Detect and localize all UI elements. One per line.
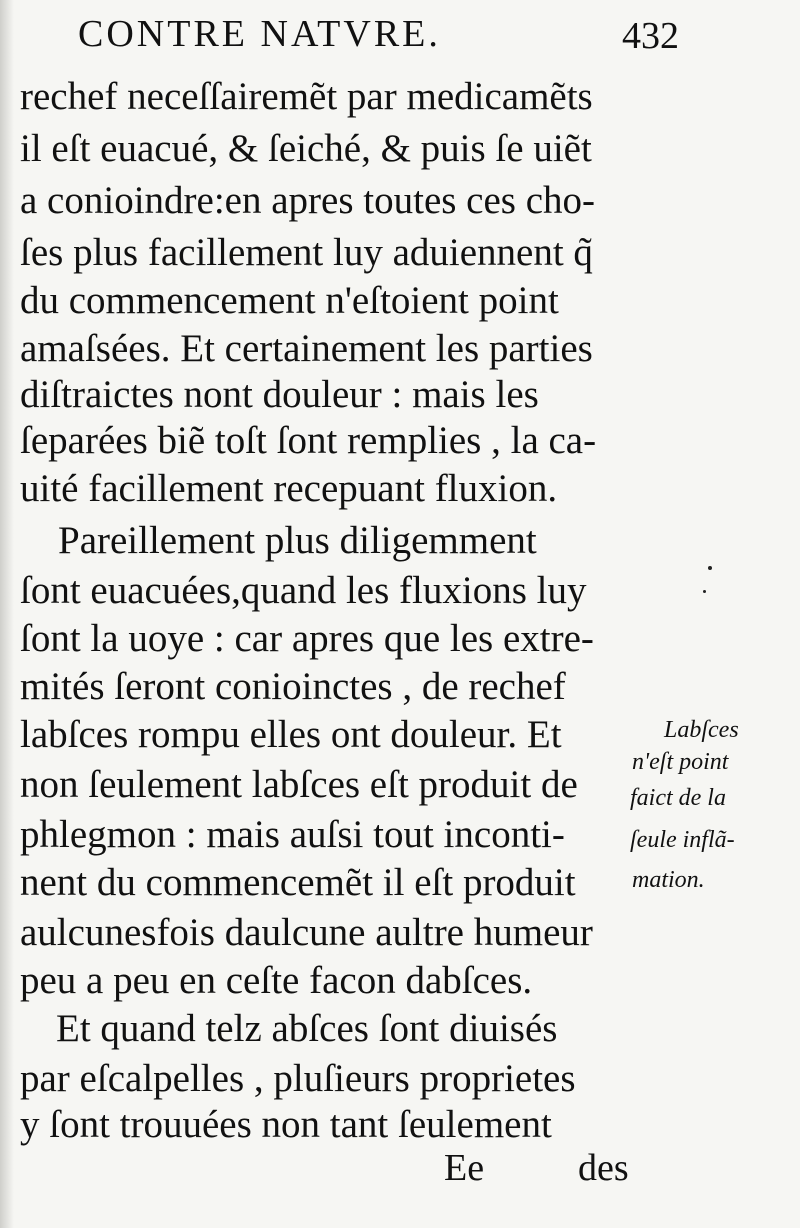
margin-note-line: mation. bbox=[632, 867, 705, 893]
text-line: ſeparées biẽ toſt ſont remplies , la ca- bbox=[20, 419, 597, 462]
text-line: Et quand telz abſces ſont diuisés bbox=[56, 1007, 558, 1050]
running-title: CONTRE NATVRE. bbox=[78, 13, 441, 55]
text-line: non ſeulement labſces eſt produit de bbox=[20, 763, 578, 806]
margin-note-line: faict de la bbox=[630, 785, 726, 811]
catchword: des bbox=[578, 1147, 629, 1189]
margin-note-line: ſeule inflã- bbox=[630, 827, 735, 853]
text-line: du commencement n'eſtoient point bbox=[20, 279, 559, 322]
margin-note-line: Labſces bbox=[664, 717, 739, 743]
text-line: uité facillement recepuant fluxion. bbox=[20, 467, 558, 510]
text-line: phlegmon : mais auſsi tout inconti- bbox=[20, 813, 565, 856]
text-line: ſont euacuées,quand les fluxions luy bbox=[20, 569, 587, 612]
page-gutter-shadow bbox=[0, 0, 14, 1228]
text-line: rechef neceſſairemẽt par medicamẽts bbox=[20, 75, 593, 118]
ink-speck bbox=[703, 590, 706, 593]
text-line: mités ſeront conioinctes , de rechef bbox=[20, 665, 566, 708]
margin-note-line: n'eſt point bbox=[632, 749, 729, 775]
text-line: il eſt euacué, & ſeiché, & puis ſe uiẽt bbox=[20, 127, 592, 170]
text-line: amaſsées. Et certainement les parties bbox=[20, 327, 593, 370]
text-line: ſont la uoye : car apres que les extre- bbox=[20, 617, 594, 660]
text-line: y ſont trouuées non tant ſeulement bbox=[20, 1103, 552, 1146]
text-line: diſtraictes nont douleur : mais les bbox=[20, 373, 539, 416]
ink-speck bbox=[708, 566, 712, 570]
text-line: par eſcalpelles , pluſieurs proprietes bbox=[20, 1057, 576, 1100]
signature-mark: Ee bbox=[444, 1147, 485, 1189]
text-line: aulcunesfois daulcune aultre humeur bbox=[20, 911, 593, 954]
page-number: 432 bbox=[622, 15, 679, 57]
text-line: ſes plus facillement luy aduiennent q̃ bbox=[20, 231, 593, 274]
text-line: peu a peu en ceſte facon dabſces. bbox=[20, 959, 533, 1002]
text-line: a conioindre:en apres toutes ces cho- bbox=[20, 179, 596, 222]
text-line: labſces rompu elles ont douleur. Et bbox=[20, 713, 562, 756]
text-line: Pareillement plus diligemment bbox=[58, 519, 537, 562]
text-line: nent du commencemẽt il eſt produit bbox=[20, 861, 576, 904]
